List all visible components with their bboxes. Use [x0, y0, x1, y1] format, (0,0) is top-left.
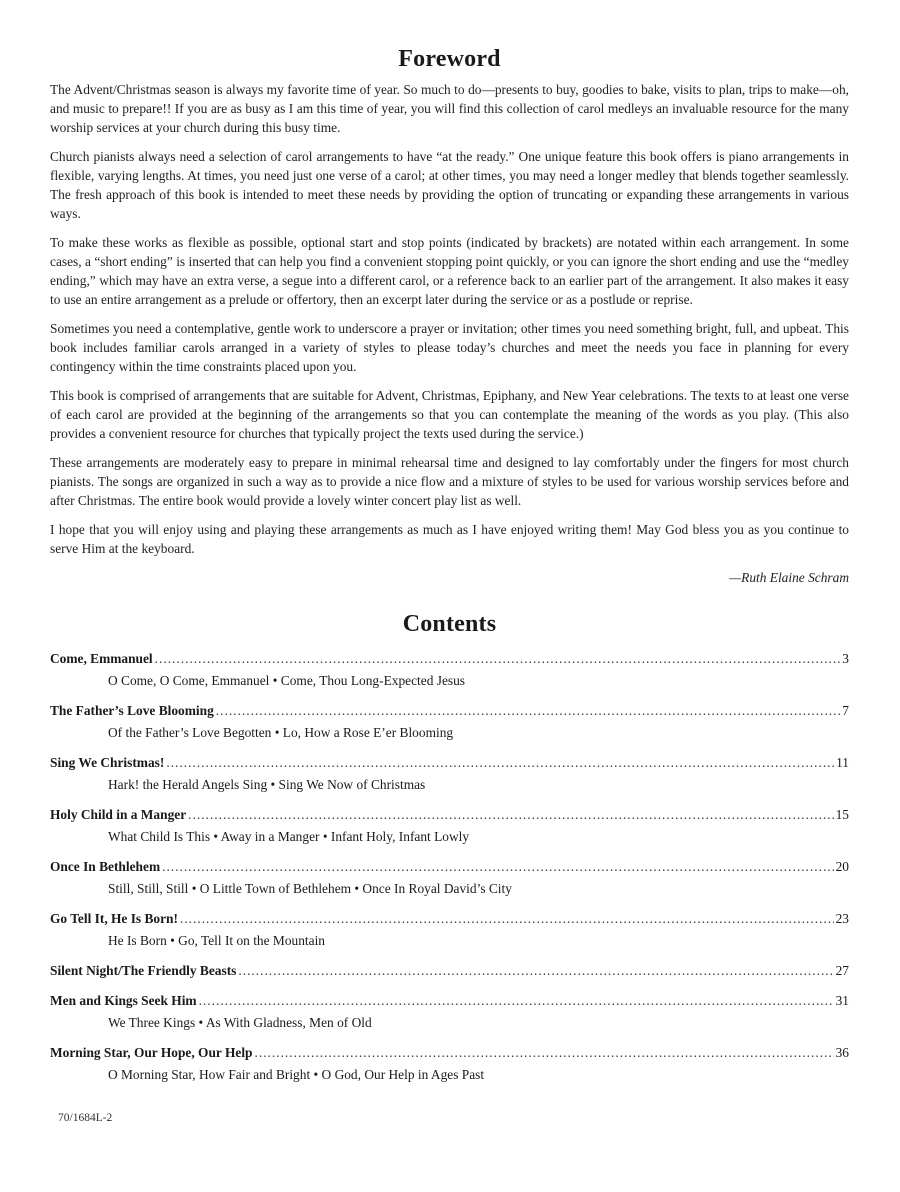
toc-entry-title: Go Tell It, He Is Born!	[50, 911, 178, 926]
toc-entry-title: Silent Night/The Friendly Beasts	[50, 963, 237, 978]
foreword-paragraph: To make these works as flexible as possible, optional start and stop points (indicated by brackets) are notated within each arrangement. In some cases, a “short ending” is inserted that can help you find a convenient stopping point quickly, or you can ignore the short ending and use the “medley ending,” which may have an extra verse, a segue into a different carol, or a reference back to an earlier part of the arrangement. It also makes it easy to use an entire arrangement as a prelude or offertory, then an excerpt later during the service or as a postlude or reprise.	[50, 235, 849, 307]
toc-entry-carols: Of the Father’s Love Begotten • Lo, How a Rose E’er Blooming	[108, 725, 454, 740]
dot-leader	[188, 805, 833, 824]
toc-entry-carols: Hark! the Herald Angels Sing • Sing We Now of Christmas	[108, 777, 426, 792]
toc-entry-carols: O Come, O Come, Emmanuel • Come, Thou Long-Expected Jesus	[108, 673, 466, 688]
toc-page-number: 15	[835, 807, 849, 822]
foreword-paragraph: Sometimes you need a contemplative, gentle work to underscore a prayer or invitation; other times you need something bright, full, and upbeat. This book includes familiar carols arranged in a variety of styles to please today’s churches and meet the needs you face in planning for every contingency within the time constraints placed upon you.	[50, 321, 849, 374]
toc-page-number: 31	[835, 993, 849, 1008]
toc-entry-title: The Father’s Love Blooming	[50, 703, 214, 718]
toc-entry-title: Come, Emmanuel	[50, 651, 153, 666]
foreword-paragraph: Church pianists always need a selection of carol arrangements to have “at the ready.” One unique feature this book offers is piano arrangements in flexible, varying lengths. At times, you need just one verse of a carol; at other times, you may need a longer medley that blends together seamlessly. The fresh approach of this book is intended to meet these needs by providing the option of truncating or expanding these arrangements in various ways.	[50, 149, 849, 221]
toc-entry-carols: We Three Kings • As With Gladness, Men of Old	[108, 1015, 372, 1030]
toc-entry	[50, 1043, 849, 1084]
dot-leader	[238, 961, 833, 980]
foreword-paragraph: This book is comprised of arrangements that are suitable for Advent, Christmas, Epiphany, and New Year celebrations. The texts to at least one verse of each carol are provided at the beginning of the arrangements so that you can contemplate the meaning of the words as you play. (This also provides a convenient resource for churches that typically project the texts used during the service.)	[50, 388, 849, 441]
toc-entry-title: Men and Kings Seek Him	[50, 993, 197, 1008]
toc-page-number: 7	[842, 703, 849, 718]
foreword-paragraph: The Advent/Christmas season is always my favorite time of year. So much to do—presents to buy, goodies to bake, visits to plan, trips to make—oh, and music to prepare!! If you are as busy as I am this time of year, you will find this collection of carol medleys an invaluable resource for the many worship services at your church during this busy time.	[50, 82, 849, 135]
foreword-paragraph: I hope that you will enjoy using and playing these arrangements as much as I have enjoyed writing them! May God bless you as you continue to serve Him at the keyboard.	[50, 522, 849, 556]
toc-page-number: 27	[835, 963, 849, 978]
toc-page-number: 20	[835, 859, 849, 874]
author-signature: —Ruth Elaine Schram	[729, 570, 849, 585]
dot-leader	[255, 1043, 834, 1062]
table-of-contents	[50, 649, 849, 1084]
foreword-paragraph: These arrangements are moderately easy to prepare in minimal rehearsal time and designed to lay comfortably under the fingers for most church pianists. The songs are organized in such a way as to provide a nice flow and a mixture of styles to be used for various worship services before and after Christmas. The entire book would provide a lovely winter concert play list as well.	[50, 455, 849, 508]
toc-entry	[50, 649, 849, 690]
toc-entry	[50, 909, 849, 950]
toc-entry	[50, 701, 849, 742]
dot-leader	[155, 649, 841, 668]
toc-page-number: 36	[835, 1045, 849, 1060]
document-page	[50, 44, 849, 1095]
toc-entry	[50, 961, 849, 980]
dot-leader	[162, 857, 834, 876]
dot-leader	[166, 753, 834, 772]
dot-leader	[199, 991, 834, 1010]
toc-entry-carols: He Is Born • Go, Tell It on the Mountain	[108, 933, 325, 948]
catalog-number: 70/1684L-2	[58, 1112, 113, 1124]
toc-entry-carols: What Child Is This • Away in a Manger • Infant Holy, Infant Lowly	[108, 829, 470, 844]
toc-page-number: 23	[835, 911, 849, 926]
foreword-title: Foreword	[398, 46, 501, 72]
toc-page-number: 11	[836, 755, 849, 770]
toc-entry-title: Holy Child in a Manger	[50, 807, 187, 822]
toc-page-number: 3	[842, 651, 849, 666]
toc-entry-title: Morning Star, Our Hope, Our Help	[50, 1045, 253, 1060]
toc-entry	[50, 753, 849, 794]
dot-leader	[180, 909, 834, 928]
toc-entry-title: Once In Bethlehem	[50, 859, 161, 874]
toc-entry	[50, 991, 849, 1032]
contents-title: Contents	[402, 611, 497, 637]
toc-entry	[50, 805, 849, 846]
toc-entry	[50, 857, 849, 898]
toc-entry-carols: O Morning Star, How Fair and Bright • O God, Our Help in Ages Past	[108, 1067, 485, 1082]
dot-leader	[216, 701, 841, 720]
toc-entry-title: Sing We Christmas!	[50, 755, 165, 770]
toc-entry-carols: Still, Still, Still • O Little Town of Bethlehem • Once In Royal David’s City	[108, 881, 512, 896]
